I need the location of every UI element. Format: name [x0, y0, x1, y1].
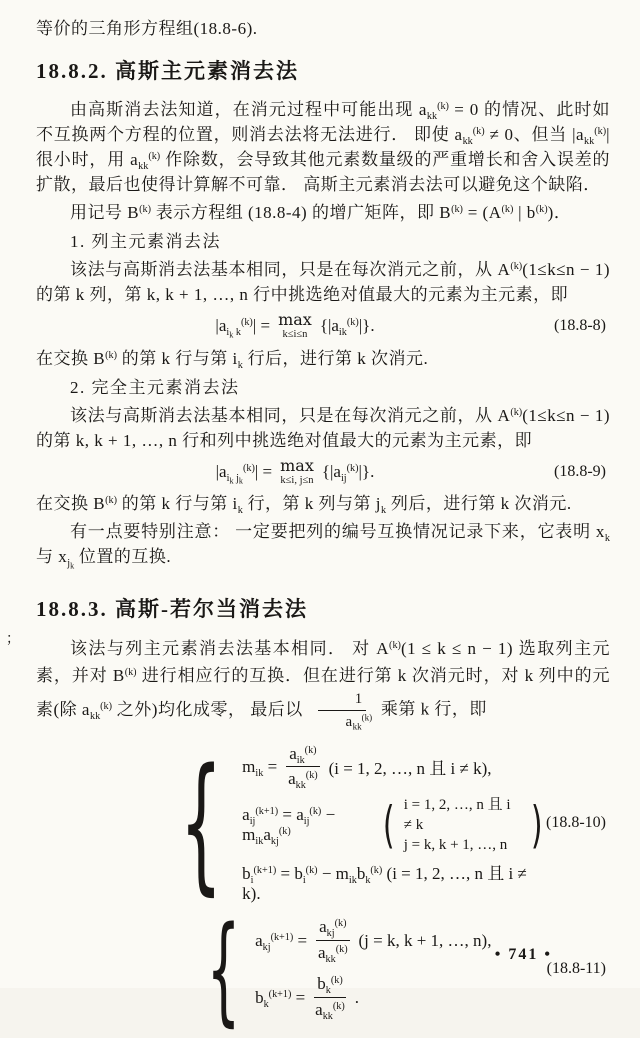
inline-fraction-denominator: $a_{kk}^{(k)}$ [345, 712, 373, 732]
f8-lhs: $|a_{i_k k}^{(k)}|$ = [215, 316, 271, 340]
f10-close-paren: ) [530, 796, 543, 855]
page-number: • 741 • [494, 946, 552, 963]
f11-l2-period: . [354, 987, 359, 1007]
equation-number-18-8-10: (18.8-10) [546, 814, 606, 832]
f10-l2-condition-top: i = 1, 2, …, n 且 i ≠ k [403, 797, 511, 834]
formula-18-8-8 [36, 312, 610, 341]
f11-line-2 [255, 973, 359, 1022]
f11-l1-frac-num: $a_{kj}^{(k)}$ [316, 916, 349, 941]
para-column-pivot: 该法与高斯消去法基本相同，只是在每次消元之前，从 $A^{(k)}(1\le k\le n - 1)$ 的第 k 列，第 k, k + 1, …, n 行中挑选绝对值最大的元素为主元素，即 [36, 260, 610, 304]
f9-max-limits: k≤i, j≤n [280, 474, 314, 486]
gauss-jordan-intro-text-a: 该法与列主元素消去法基本相同． 对 $A^{(k)}(1 \le k \le n - 1)$ 选取列主元素，并对 $B^{(k)}$ 进行相应行的互换．但在进行第 k 次消元时，对 k 列中的元素(除 $a_{kk}^{(k)}$ 之外)均化成零， 最后以 [36, 639, 611, 722]
f10-l2-conditions [404, 795, 522, 855]
para-complete-pivot: 该法与高斯消去法基本相同，只是在每次消元之前，从 $A^{(k)}(1\le k\le n - 1)$ 的第 k, k + 1, …, n 行和列中挑选绝对值最大的元素为主元素，即 [36, 405, 610, 450]
section-1882-heading: 18.8.2. 高斯主元素消去法 [36, 59, 299, 83]
f10-l2-equation: $a_{ij}^{(k+1)} = a_{ij}^{(k)} - m_{ik}a_{kj}^{(k)}$ [242, 805, 336, 848]
para-note-column-swap: 有一点要特别注意： 一定要把列的编号互换情况记录下来，它表明 $x_k$ 与 $x_{j_k}$ 位置的互换. [36, 522, 610, 571]
subheading-column-pivot: 1. 列主元素消去法 [70, 232, 221, 251]
f10-l2-condition-bottom: j = k, k + 1, …, n [403, 837, 508, 854]
f8-max: max [278, 310, 312, 329]
equation-system-18-8-10 [154, 736, 546, 909]
f10-line-2 [242, 795, 546, 855]
equation-number-18-8-11: (18.8-11) [546, 960, 606, 978]
f11-l2-fraction [314, 973, 345, 1022]
f8-max-operator [278, 312, 312, 341]
f11-l2-frac-num: $b_k^{(k)}$ [314, 973, 345, 998]
f10-l1-condition: (i = 1, 2, …, n 且 i ≠ k), [328, 759, 492, 779]
f10-l1-fraction [286, 743, 319, 792]
intro-line: 等价的三角形方程组(18.8-6). [36, 19, 258, 38]
f10-l1-frac-num: $a_{ik}^{(k)}$ [286, 743, 319, 768]
para-augmented-matrix: 用记号 $B^{(k)}$ 表示方程组 (18.8-4) 的增广矩阵，即 $B^{(k)} = (A^{(k)}$ | $b^{(k)}$)． [70, 203, 572, 222]
f11-l1-fraction [316, 916, 349, 965]
f11-l2-frac-den: $a_{kk}^{(k)}$ [315, 1000, 345, 1023]
formula-18-8-10 [36, 736, 610, 909]
subheading-complete-pivot: 2. 完全主元素消去法 [70, 377, 240, 397]
section-1883-heading: 18.8.3. 高斯-若尔当消去法 [36, 597, 308, 621]
f10-open-paren: ( [383, 796, 395, 855]
margin-print-artifact: ； [6, 632, 20, 647]
gauss-jordan-intro-text-b: 乘第 k 行，即 [380, 699, 487, 719]
para-gauss-jordan-intro [36, 635, 610, 733]
left-brace-18-8-11: { [206, 900, 241, 1038]
equation-system-18-8-11 [186, 900, 492, 1038]
equation-number-18-8-8: (18.8-8) [554, 317, 606, 335]
para-after-f8: 在交换 $B^{(k)}$ 的第 k 行与第 $i_k$ 行后，进行第 k 次消元. [36, 348, 429, 371]
system-lines-18-8-11 [255, 916, 491, 1022]
formula-18-8-9-body [36, 455, 554, 487]
f10-l1-lhs: $m_{ik}$ = [242, 756, 278, 780]
f11-l1-condition: (j = k, k + 1, …, n), [358, 930, 492, 950]
equation-number-18-8-9: (18.8-9) [554, 462, 606, 480]
f9-rhs: $\{|a_{ij}^{(k)}|\}$. [321, 461, 375, 484]
formula-18-8-9 [36, 455, 610, 487]
f10-l1-frac-den: $a_{kk}^{(k)}$ [288, 769, 318, 792]
f9-max: max [280, 455, 314, 475]
f9-max-operator [280, 455, 314, 487]
para-pivot-problem: 由高斯消去法知道，在消元过程中可能出现 $a_{kk}^{(k)} = 0$ 的情况、此时如不互换两个方程的位置，则消去法将无法进行． 即使 $a_{kk}^{(k)} \ne 0$、但当 $|a_{kk}^{(k)}|$ 很小时，用 $a_{kk}^{(k)}$ 作除数，会导致其他元素数量级的严重增长和舍入误差的扩散，最后也使得计算解不可靠． 高斯主元素消去法可以避免这个缺陷． [36, 100, 611, 194]
system-lines-18-8-10 [242, 743, 546, 905]
f11-l1-frac-den: $a_{kk}^{(k)}$ [318, 943, 348, 966]
formula-18-8-11 [36, 900, 610, 1038]
left-brace-18-8-10: { [179, 736, 223, 909]
para-after-f9: 在交换 $B^{(k)}$ 的第 k 行与第 $i_k$ 行，第 k 列与第 $j_k$ 列后，进行第 k 次消元. [36, 494, 572, 517]
f11-line-1 [255, 916, 491, 965]
inline-fraction-numerator: 1 [318, 689, 366, 711]
f11-l1-lhs: $a_{kj}^{(k+1)}$ = [255, 930, 308, 953]
f10-line-1 [242, 743, 491, 792]
formula-18-8-8-body [36, 312, 554, 341]
f10-line-3 [242, 859, 546, 904]
inline-fraction-one-over-akk [311, 689, 372, 733]
f11-l2-lhs: $b_k^{(k+1)}$ = [255, 987, 306, 1010]
f8-max-limits: k≤i≤n [282, 329, 308, 340]
f8-rhs: $\{|a_{ik}^{(k)}|\}$. [319, 316, 375, 339]
f10-l3-equation: $b_i^{(k+1)} = b_i^{(k)} - m_{ik}b_k^{(k)}$ (i = 1, 2, …, n 且 i ≠ k). [242, 864, 527, 904]
f9-lhs: $|a_{i_k j_k}^{(k)}|$ = [215, 461, 273, 486]
